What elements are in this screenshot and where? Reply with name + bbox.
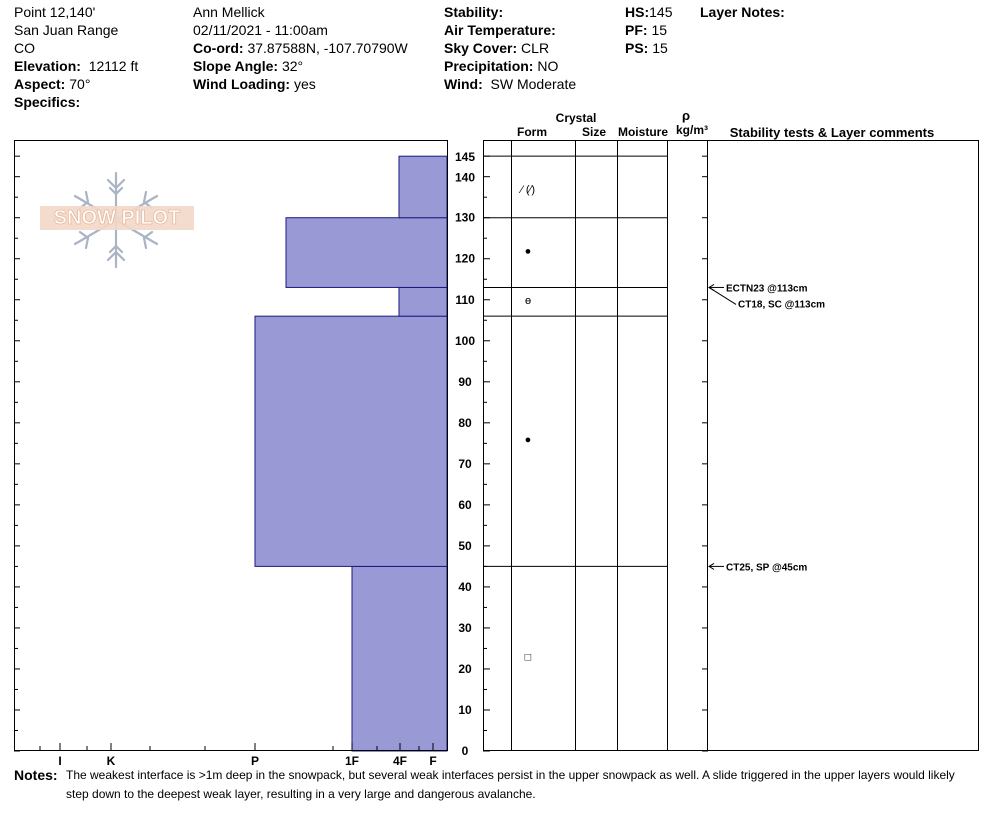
slope-value: 32° [281, 58, 304, 74]
hardness-layer-bar [255, 316, 447, 566]
hardness-tick-label: I [58, 754, 62, 768]
slope-label: Slope Angle: [193, 58, 279, 74]
state-name: CO [14, 40, 35, 56]
grain-form-column [518, 184, 535, 664]
hardness-tick-label: 1F [344, 754, 360, 768]
location-name: Point 12,140' [14, 4, 96, 20]
grain-form-symbol: ● [524, 434, 532, 447]
precip-value: NO [537, 58, 559, 74]
pf-label: PF: [625, 22, 648, 38]
hardness-layer-bar [352, 566, 447, 751]
aspect-label: Aspect: [14, 76, 66, 92]
grain-form-symbol: ɵ [524, 294, 532, 307]
height-tick-label: 50 [458, 538, 472, 553]
coord-value: 37.87588N, -107.70790W [247, 40, 408, 56]
logo-text: SNOW PILOT [53, 207, 181, 229]
observation-datetime: 02/11/2021 - 11:00am [193, 22, 328, 38]
notes-section [14, 766, 976, 801]
height-tick-label: 10 [458, 702, 472, 717]
windload-label: Wind Loading: [193, 76, 291, 92]
airtemp-label: Air Temperature: [444, 22, 556, 38]
hardness-layer-bar [399, 156, 447, 218]
stability-test-label: ECTN23 @113cm [726, 283, 808, 295]
observer-name: Ann Mellick [193, 4, 265, 20]
wind-value: SW Moderate [490, 76, 577, 92]
sky-value: CLR [521, 40, 550, 56]
windload-value: yes [293, 76, 316, 92]
density-unit-header: kg/m³ [675, 123, 709, 137]
layer-table-grid [483, 140, 708, 751]
specifics-label: Specifics: [14, 94, 81, 110]
hardness-axis [40, 743, 437, 768]
height-tick-label: 40 [458, 579, 472, 594]
ps-value: 15 [652, 40, 668, 56]
stability-test-label: CT25, SP @45cm [726, 562, 808, 574]
layer-notes-label: Layer Notes: [700, 4, 785, 20]
height-tick-label: 20 [458, 661, 472, 676]
elevation-label: Elevation: [14, 58, 81, 74]
density-symbol: ρ [681, 108, 691, 123]
coord-label: Co-ord: [193, 40, 244, 56]
hs-value: 145 [649, 4, 673, 20]
crystal-header: Crystal [555, 111, 597, 125]
grain-form-symbol: ⁄ (⁄) [520, 183, 536, 196]
aspect-value: 70° [69, 76, 91, 92]
height-tick-label: 80 [458, 415, 472, 430]
height-tick-label: 30 [458, 620, 472, 635]
hardness-layer-bar [399, 287, 447, 316]
hardness-tick-label: 4F [392, 754, 408, 768]
height-tick-label: 60 [458, 497, 472, 512]
ps-label: PS: [625, 40, 649, 56]
height-tick-label: 90 [458, 374, 472, 389]
sky-label: Sky Cover: [444, 40, 518, 56]
hardness-layer-bar [286, 218, 447, 288]
height-tick-label: 100 [454, 333, 476, 348]
height-tick-label: 110 [455, 292, 475, 307]
height-tick-label: 130 [454, 210, 476, 225]
hardness-tick-label: K [106, 754, 116, 768]
wind-label: Wind: [444, 76, 483, 92]
moisture-header: Moisture [617, 125, 669, 139]
notes-label: Notes: [14, 767, 58, 783]
notes-text: The weakest interface is >1m deep in the snowpack, but several weak interfaces persist in the upper snowpack as well. A slide triggered in the upper layers would likely step down to the deepest weak layer, resulting in a very large and dangerous avalanche. [66, 768, 955, 801]
hardness-tick-label: F [429, 754, 437, 768]
hardness-profile [255, 156, 447, 751]
grain-form-symbol: ● [524, 245, 532, 258]
size-header: Size [581, 125, 607, 139]
layer-table-frame [484, 141, 979, 751]
height-tick-label: 145 [454, 150, 476, 165]
hardness-tick-label: P [250, 754, 260, 768]
stability-label: Stability: [444, 4, 504, 20]
stability-comments-header: Stability tests & Layer comments [729, 125, 935, 140]
hs-label: HS: [625, 4, 650, 20]
pf-value: 15 [651, 22, 668, 38]
range-name: San Juan Range [14, 22, 119, 38]
elevation-value: 12112 ft [88, 58, 139, 74]
stability-test-label: CT18, SC @113cm [738, 299, 826, 311]
height-tick-label: 70 [458, 456, 472, 471]
height-tick-label: 0 [461, 744, 469, 758]
snowpilot-logo [38, 170, 198, 270]
form-header: Form [517, 125, 547, 139]
precip-label: Precipitation: [444, 58, 534, 74]
height-tick-label: 120 [454, 251, 476, 266]
height-tick-label: 140 [454, 170, 476, 185]
grain-form-symbol: □ [524, 651, 532, 664]
stability-tests-column [709, 283, 825, 573]
